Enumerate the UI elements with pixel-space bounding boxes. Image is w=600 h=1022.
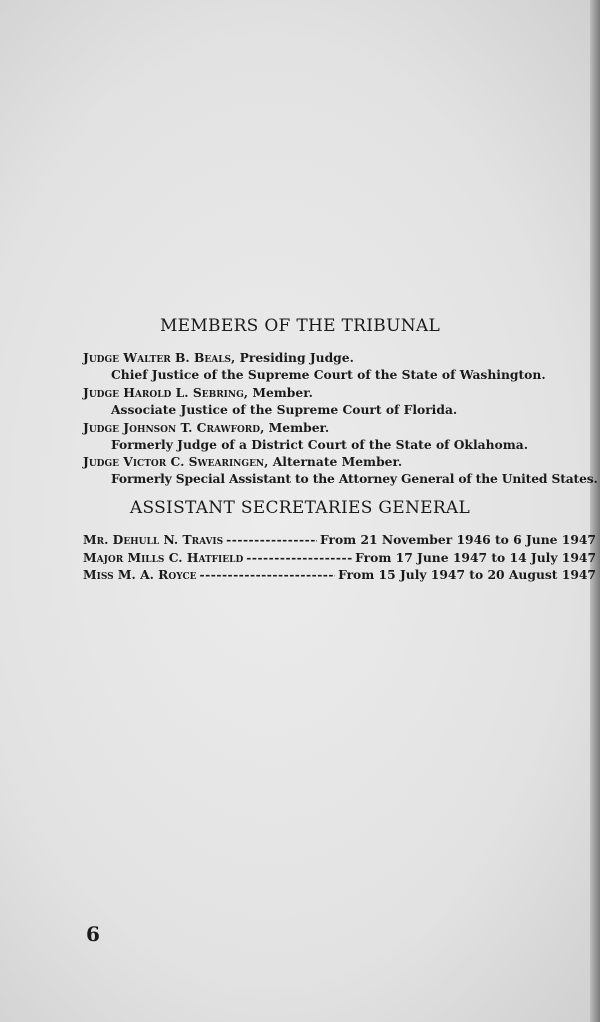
member-line	[83, 454, 402, 469]
page-number: 6	[86, 922, 100, 946]
secretaries-heading: ASSISTANT SECRETARIES GENERAL	[129, 498, 471, 518]
secretary-row	[83, 532, 596, 547]
member-role: , Presiding Judge.	[231, 350, 354, 365]
member-detail: Chief Justice of the Supreme Court of the State of Washington.	[111, 367, 546, 382]
secretary-period: From 17 June 1947 to 14 July 1947	[355, 550, 596, 565]
member-role: , Alternate Member.	[264, 454, 403, 469]
member-line	[83, 385, 313, 400]
member-name: Judge Victor C. Swearingen	[83, 454, 265, 469]
leader-dots	[200, 567, 336, 582]
secretary-period: From 21 November 1946 to 6 June 1947	[319, 532, 596, 547]
member-name: Judge Johnson T. Crawford	[83, 420, 261, 435]
member-role: , Member.	[260, 420, 330, 435]
secretary-period: From 15 July 1947 to 20 August 1947	[338, 567, 596, 582]
member-name: Judge Walter B. Beals	[83, 350, 232, 365]
member-line	[83, 350, 354, 365]
member-line	[83, 420, 329, 435]
secretary-name: Major Mills C. Hatfield	[83, 550, 244, 565]
members-heading: MEMBERS OF THE TRIBUNAL	[159, 316, 441, 336]
secretary-name: Mr. Dehull N. Travis	[83, 532, 224, 547]
member-name: Judge Harold L. Sebring	[83, 385, 244, 400]
leader-dots	[246, 550, 352, 565]
member-detail: Formerly Judge of a District Court of the State of Oklahoma.	[111, 437, 528, 452]
leader-dots	[226, 532, 317, 547]
secretary-name: Miss M. A. Royce	[83, 567, 197, 582]
secretary-row	[83, 567, 596, 582]
secretary-row	[83, 550, 596, 565]
member-detail: Formerly Special Assistant to the Attorney General of the United States.	[111, 471, 598, 486]
member-detail: Associate Justice of the Supreme Court of Florida.	[111, 402, 458, 417]
member-role: , Member.	[243, 385, 313, 400]
